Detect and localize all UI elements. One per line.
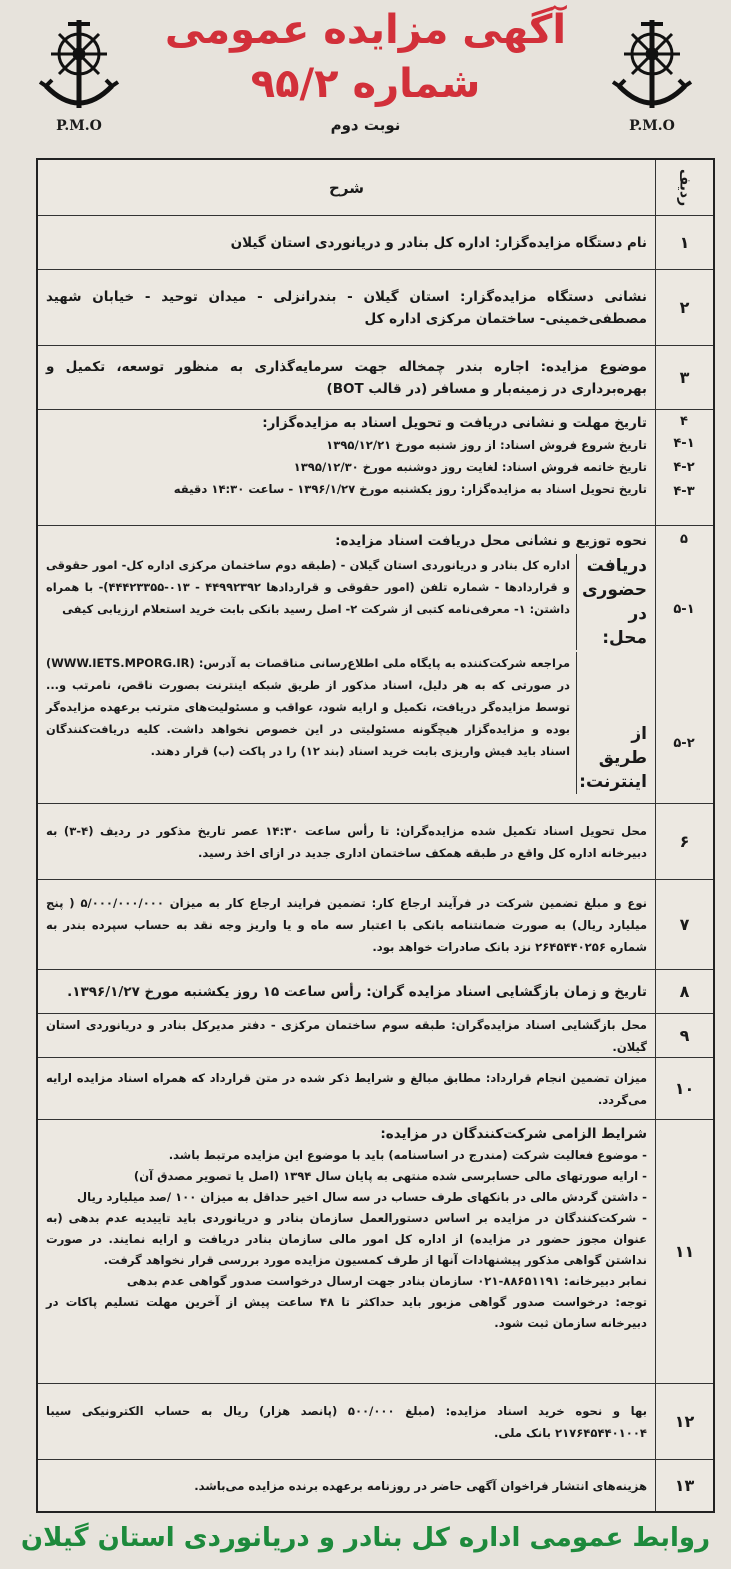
row-subnumber: ۵-۲ <box>673 736 695 751</box>
row-subnumber: ۴-۲ <box>673 460 695 475</box>
notice-table <box>36 158 715 1513</box>
row-text: نام دستگاه مزایده‌گزار: اداره کل بنادر و دریانوردی استان گیلان <box>230 234 647 251</box>
row-number: ۶ <box>655 804 713 879</box>
table-row <box>38 1120 713 1384</box>
table-row <box>38 970 713 1014</box>
row-text: نشانی دستگاه مزایده‌گزار: استان گیلان - بندرانزلی - میدان توحید - خیابان شهید مصطفی‌خمینی- ساختمان مرکزی اداره کل <box>46 288 647 327</box>
table-row <box>38 410 713 526</box>
distribution-in-person <box>46 554 647 650</box>
anchor-wheel-icon <box>38 16 120 116</box>
row-line: توجه: درخواست صدور گواهی مزبور باید حداکثر تا ۴۸ ساعت پیش از آخرین مهلت تسلیم پاکات در دبیرخانه سازمان ثبت شود. <box>46 1295 648 1330</box>
row-subnumber: ۵-۱ <box>673 602 695 617</box>
row-number: ۷ <box>655 880 713 969</box>
table-row <box>38 346 713 410</box>
row-heading: شرایط الزامی شرکت‌کنندگان در مزایده: <box>380 1126 647 1142</box>
online-text-after: در صورتی که به هر دلیل، اسناد مذکور از طریق شبکه اینترنت بصورت ناقص، نامرتب و... توسط مزایده‌گر دریافت، تکمیل و ارایه شود، عواقب و مسئولیت‌های مترتب برعهده مزایده‌گر بوده و مزایده‌گزار هیچگونه مسئولیتی در این خصوص نخواهد داشت. کلیه دریافت‌کنندگان اسناد باید فیش واریزی بابت خرید اسناد (بند ۱۲) را در پاکت (ب) قرار دهند. <box>46 678 570 758</box>
logo-caption: P.M.O <box>629 118 675 134</box>
row-number: ۵ <box>680 532 688 547</box>
table-row <box>38 526 713 804</box>
logo-caption: P.M.O <box>56 118 102 134</box>
row-text: نوع و مبلغ تضمین شرکت در فرآیند ارجاع کار: تضمین فرایند ارجاع کار به میزان ۵/۰۰۰/۰۰۰/۰۰۰ ( پنج میلیارد ریال) به صورت ضمانتنامه بانکی با اعتبار سه ماه و یا واریز وجه نقد به حساب سپرده بندر به شماره ۲۶۴۵۴۴۰۲۵۶ نزد بانک صادرات خواهد بود. <box>46 895 647 954</box>
tender-portal-link[interactable]: (WWW.IETS.MPORG.IR) <box>46 656 195 670</box>
notice-header <box>0 0 731 150</box>
row-line: - ارایه صورتهای مالی حسابرسی شده منتهی به پایان سال ۱۳۹۴ (اصل یا تصویر مصدق آن) <box>133 1169 647 1183</box>
table-row <box>38 1014 713 1058</box>
row-number: ۲ <box>655 270 713 345</box>
row-heading: نحوه توزیع و نشانی محل دریافت اسناد مزایده: <box>335 533 647 549</box>
anchor-wheel-icon <box>611 16 693 116</box>
table-row <box>38 804 713 880</box>
row-text: موضوع مزایده: اجاره بندر چمخاله جهت سرمایه‌گذاری به منظور توسعه، تکمیل و بهره‌برداری در زمینه‌بار و مسافر (در قالب BOT) <box>46 358 647 397</box>
row-text: میزان تضمین انجام قرارداد: مطابق مبالغ و شرایط ذکر شده در متن قرارداد که همراه اسناد مزایده ارایه می‌گردد. <box>46 1070 647 1107</box>
notice-title: آگهی مزایده عمومی <box>164 7 567 53</box>
notice-turn: نوبت دوم <box>330 116 401 134</box>
row-line: نمابر دبیرخانه: ۸۸۶۵۱۱۹۱-۰۲۱ سازمان بنادر جهت ارسال درخواست صدور گواهی عدم بدهی <box>126 1274 647 1288</box>
row-number: ۹ <box>655 1014 713 1057</box>
row-text: بها و نحوه خرید اسناد مزایده: (مبلغ ۵۰۰/۰۰۰ (پانصد هزار) ریال به حساب الکترونیکی سیبا ۲۱۷۶۴۵۴۴۰۱۰۰۴ بانک ملی. <box>46 1403 647 1440</box>
row-item: تاریخ خاتمه فروش اسناد: لغایت روز دوشنبه مورخ ۱۳۹۵/۱۲/۳۰ <box>293 460 647 474</box>
row-text: محل بازگشایی اسناد مزایده‌گران: طبقه سوم ساختمان مرکزی - دفتر مدیرکل بنادر و دریانوردی استان گیلان. <box>46 1017 647 1054</box>
table-header-row <box>38 160 713 216</box>
in-person-text: اداره کل بنادر و دریانوردی استان گیلان - (طبقه دوم ساختمان مرکزی اداره کل- امور حقوقی و قراردادها - شماره تلفن (امور حقوقی و قراردادها ۴۴۹۹۲۳۹۲ - ۰۱۳-۴۴۴۲۳۳۵۵)- با همراه داشتن: ۱- معرفی‌نامه کتبی از شرکت ۲- اصل رسید بانکی بابت خرید استعلام ارزیابی کیفی <box>46 558 571 616</box>
table-row <box>38 1460 713 1511</box>
row-number: ۳ <box>655 346 713 409</box>
table-row <box>38 1058 713 1120</box>
distribution-online <box>46 652 647 794</box>
row-number: ۱۱ <box>655 1120 713 1383</box>
row-number: ۸ <box>655 970 713 1013</box>
row-heading: تاریخ مهلت و نشانی دریافت و تحویل اسناد به مزایده‌گزار: <box>262 415 647 431</box>
in-person-label: دریافت حضوری در محل: <box>576 554 647 650</box>
row-line: - داشتن گردش مالی در بانکهای طرف حساب در سه سال اخیر حداقل به میزان ۱۰۰ /صد میلیارد ریال <box>77 1190 647 1204</box>
row-subnumber: ۴-۳ <box>673 484 695 499</box>
row-subnumber: ۴-۱ <box>673 436 695 451</box>
row-number: ۱۰ <box>655 1058 713 1119</box>
row-line: - شرکت‌کنندگان در مزایده بر اساس دستورالعمل سازمان بنادر و دریانوردی باید تاییدیه عدم بدهی (به عنوان مجوز حضور در مزایده) از اداره کل امور مالی سازمان بنادر دریافت و ارایه نمایند. در صورت نداشتن گواهی مذکور پیشنهادات آنها از طرف کمسیون مزایده مورد بررسی قرار نخواهد گرفت. <box>46 1211 647 1267</box>
row-item: تاریخ شروع فروش اسناد: از روز شنبه مورخ ۱۳۹۵/۱۲/۲۱ <box>326 438 647 452</box>
row-item: تاریخ تحویل اسناد به مزایده‌گزار: روز یکشنبه مورخ ۱۳۹۶/۱/۲۷ - ساعت ۱۴:۳۰ دقیقه <box>173 482 647 496</box>
col-number-header: ردیف <box>655 160 713 215</box>
row-number: ۱۳ <box>655 1460 713 1511</box>
row-number: ۴ <box>680 414 688 429</box>
table-row <box>38 216 713 270</box>
table-row <box>38 270 713 346</box>
row-line: - موضوع فعالیت شرکت (مندرج در اساسنامه) باید با موضوع این مزایده مرتبط باشد. <box>168 1148 647 1162</box>
row-text: تاریخ و زمان بازگشایی اسناد مزایده گران: رأس ساعت ۱۵ روز یکشنبه مورخ ۱۳۹۶/۱/۲۷. <box>67 983 647 1000</box>
row-number: ۱ <box>655 216 713 269</box>
row-text: هزینه‌های انتشار فراخوان آگهی حاضر در روزنامه برعهده برنده مزایده می‌باشد. <box>194 1478 647 1493</box>
pmo-logo-right <box>597 16 707 146</box>
row-text: محل تحویل اسناد تکمیل شده مزایده‌گران: تا رأس ساعت ۱۴:۳۰ عصر تاریخ مذکور در ردیف (۴-۳) به دبیرخانه اداره کل واقع در طبقه همکف ساختمان اداری جدید در ازای اخذ رسید. <box>46 823 647 860</box>
online-text-before: مراجعه شرکت‌کننده به پایگاه ملی اطلاع‌رسانی مناقصات به آدرس: <box>198 656 570 670</box>
row-number: ۱۲ <box>655 1384 713 1459</box>
table-row <box>38 1384 713 1460</box>
table-row <box>38 880 713 970</box>
notice-footer: روابط عمومی اداره کل بنادر و دریانوردی استان گیلان <box>20 1523 711 1553</box>
notice-number: شماره ۹۵/۲ <box>250 61 481 107</box>
pmo-logo-left <box>24 16 134 146</box>
online-label: از طریق اینترنت: <box>576 652 647 794</box>
col-description-header: شرح <box>329 178 364 197</box>
